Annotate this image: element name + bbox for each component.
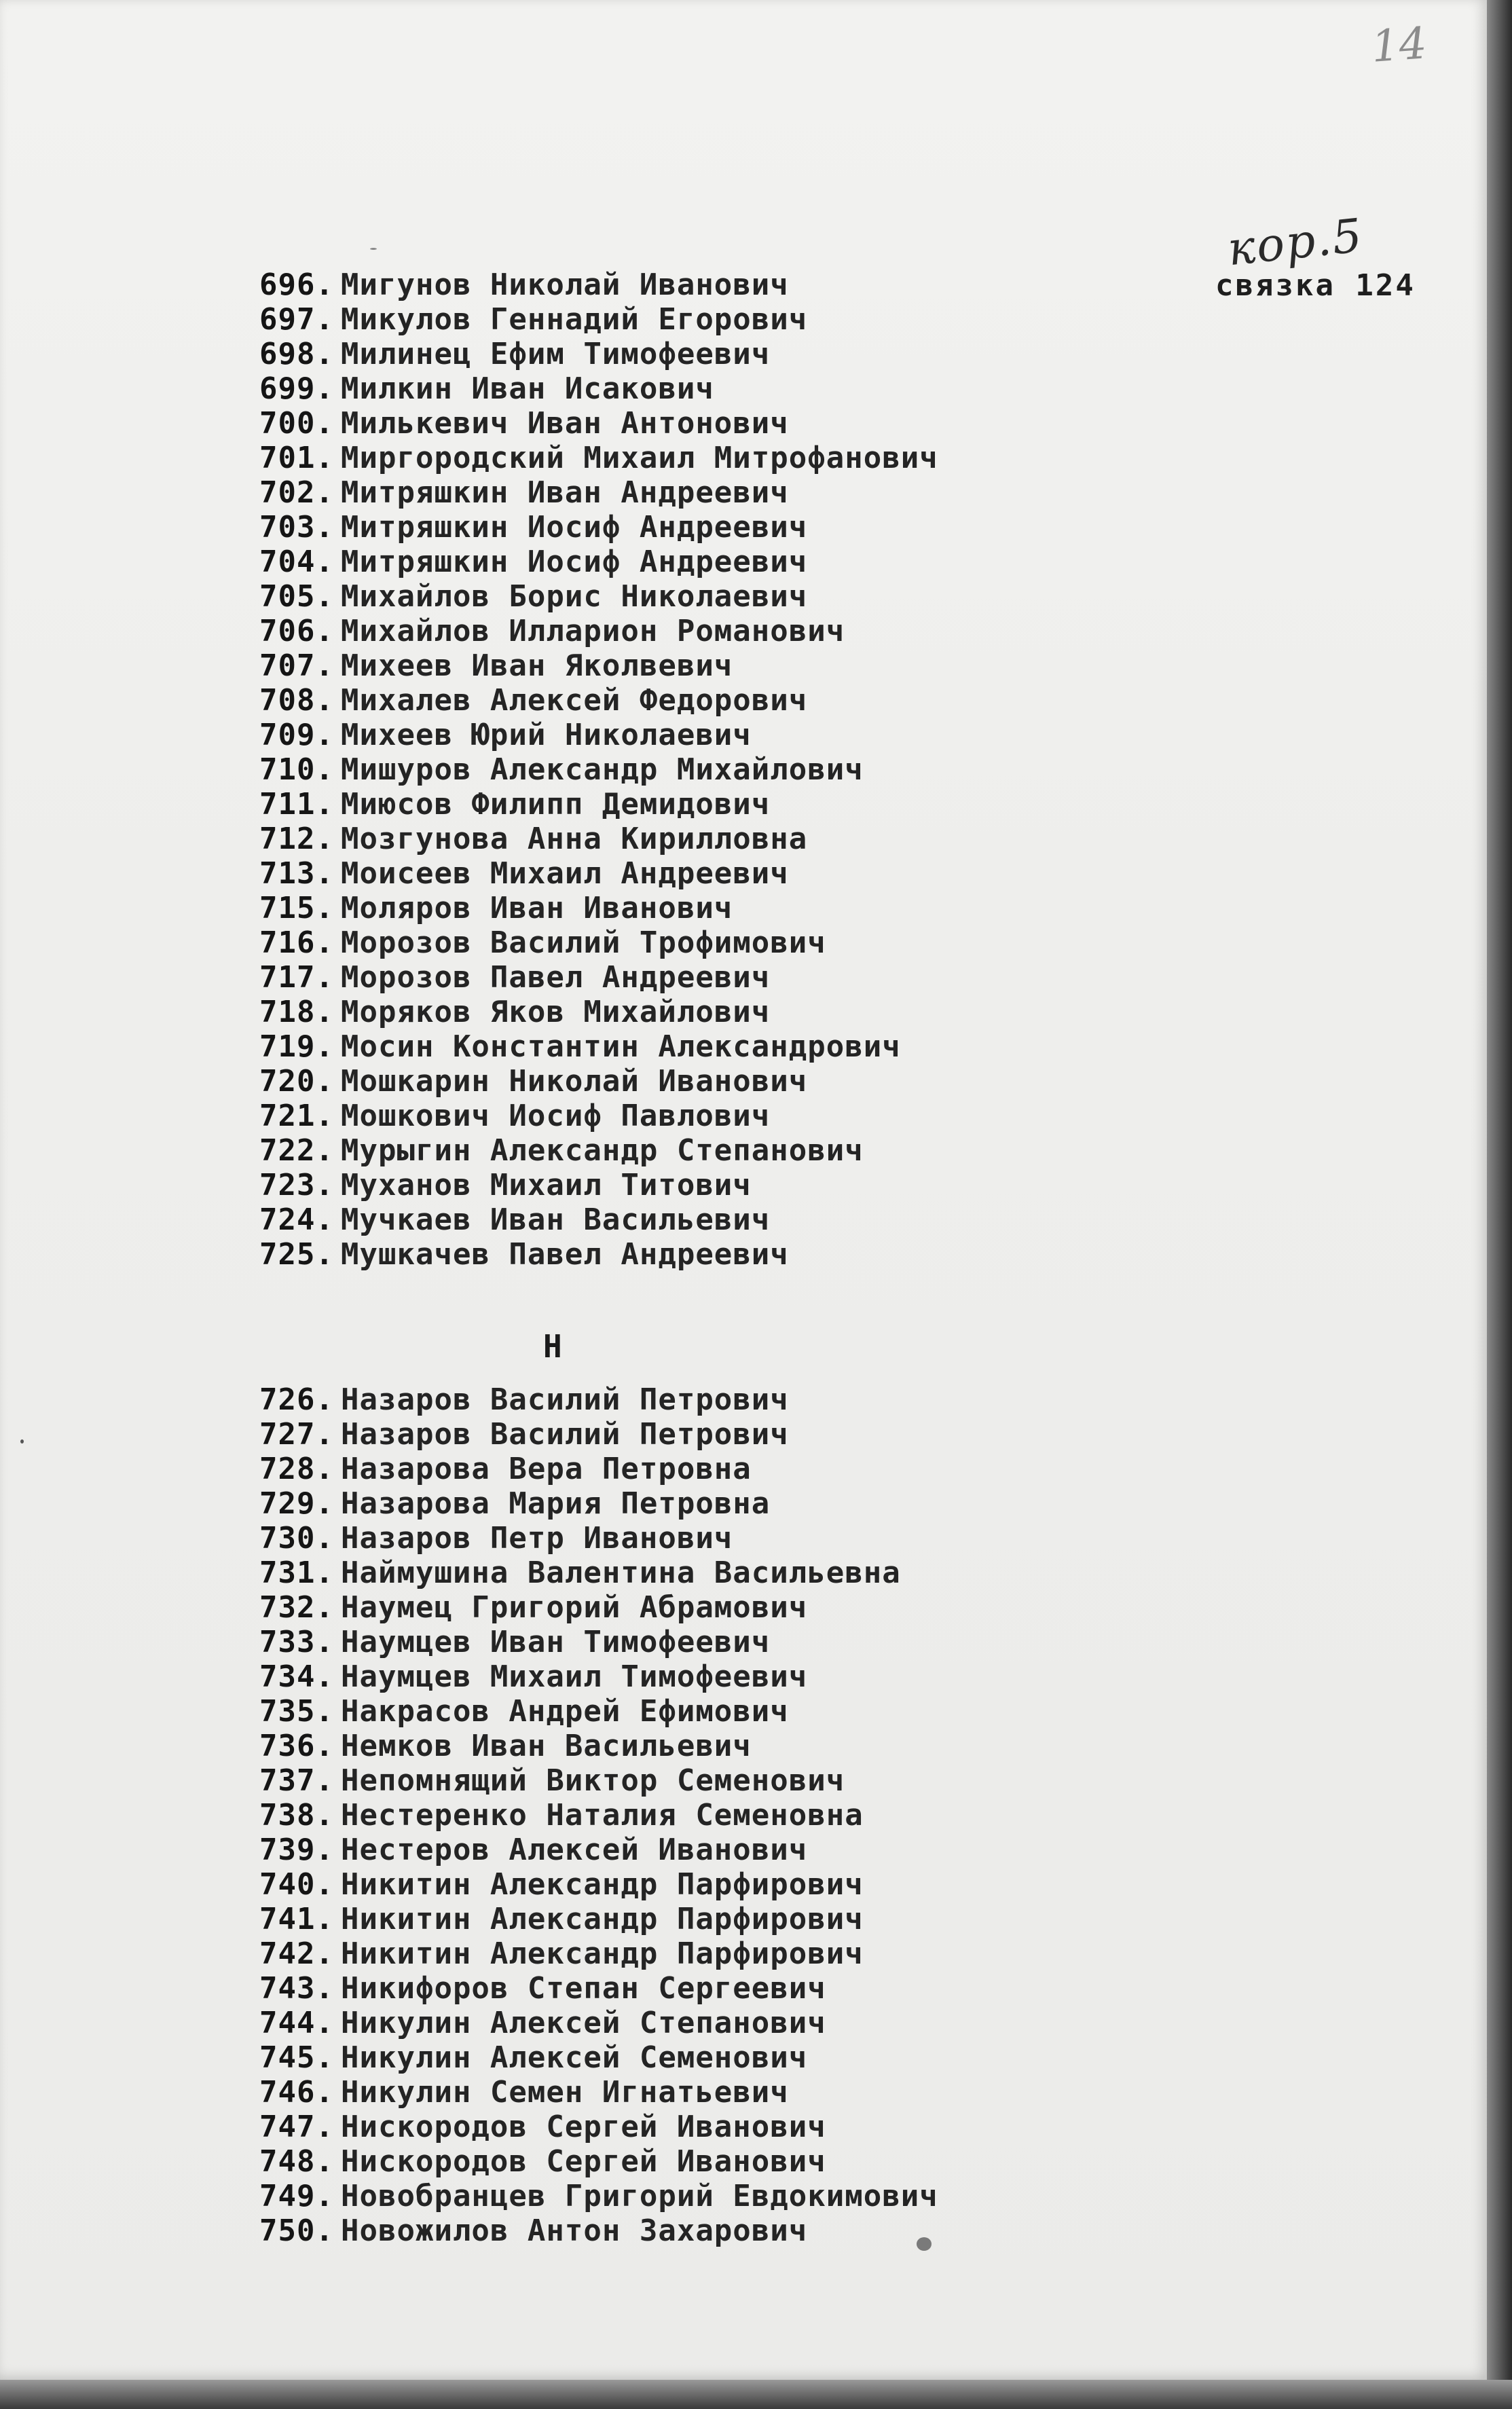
entry-full-name: Назаров Петр Иванович [341,1521,733,1556]
list-entry [217,1382,1100,1417]
entry-full-name: Моряков Яков Михайлович [341,995,771,1029]
list-entry [217,1417,1100,1452]
entry-full-name: Мошкович Иосиф Павлович [341,1099,771,1133]
folio-number: 14 [1369,18,1428,73]
entry-number: 735. [259,1694,334,1729]
list-entry [217,2144,1100,2179]
list-entry [217,441,1100,475]
entry-number: 703. [259,510,334,545]
entry-number: 712. [259,822,334,856]
entry-number: 700. [259,406,334,441]
entry-full-name: Милкин Иван Исакович [341,371,714,406]
entry-full-name: Морозов Павел Андреевич [341,960,771,995]
entry-full-name: Назарова Мария Петровна [341,1486,771,1521]
entry-full-name: Никитин Александр Парфирович [341,1902,864,1936]
entry-number: 730. [259,1521,334,1556]
entry-full-name: Никифоров Степан Сергеевич [341,1971,826,2006]
list-entry [217,1763,1100,1798]
list-entry [217,960,1100,995]
entry-full-name: Моисеев Михаил Андреевич [341,856,789,891]
entry-number: 713. [259,856,334,891]
entry-full-name: Милькевич Иван Антонович [341,406,789,441]
entry-full-name: Нестеров Алексей Иванович [341,1833,808,1867]
entry-full-name: Мишуров Александр Михайлович [341,752,864,787]
entry-number: 706. [259,614,334,648]
entry-full-name: Мучкаев Иван Васильевич [341,1202,771,1237]
entry-number: 738. [259,1798,334,1833]
entry-number: 716. [259,925,334,960]
list-entry [217,337,1100,371]
entry-number: 707. [259,648,334,683]
entry-full-name: Митряшкин Иосиф Андреевич [341,545,808,579]
entry-full-name: Новобранцев Григорий Евдокимович [341,2179,938,2213]
entry-number: 719. [259,1029,334,1064]
list-entry [217,1867,1100,1902]
list-entry [217,371,1100,406]
entry-full-name: Михеев Юрий Николаевич [341,718,752,752]
entry-full-name: Никитин Александр Парфирович [341,1936,864,1971]
list-entry [217,1486,1100,1521]
list-entry [217,2040,1100,2075]
box-mark-handwritten: кор.5 [1225,208,1366,277]
list-entry [217,1902,1100,1936]
ink-speck [370,248,377,250]
entry-full-name: Нискородов Сергей Иванович [341,2110,826,2144]
section-letter: Н [543,1328,562,1365]
entry-number: 721. [259,1099,334,1133]
entry-number: 749. [259,2179,334,2213]
entry-number: 699. [259,371,334,406]
list-entry [217,2213,1100,2248]
entry-full-name: Моляров Иван Иванович [341,891,733,925]
entry-full-name: Миргородский Михаил Митрофанович [341,441,938,475]
list-entry [217,268,1100,302]
entry-full-name: Миюсов Филипп Демидович [341,787,771,822]
list-entry [217,822,1100,856]
list-entry [217,1029,1100,1064]
entry-number: 701. [259,441,334,475]
entry-number: 732. [259,1590,334,1625]
entry-number: 729. [259,1486,334,1521]
list-entry [217,1168,1100,1202]
list-entry [217,1659,1100,1694]
entry-number: 697. [259,302,334,337]
entry-full-name: Наумец Григорий Абрамович [341,1590,808,1625]
entry-full-name: Митряшкин Иван Андреевич [341,475,789,510]
list-entry [217,718,1100,752]
entry-number: 744. [259,2006,334,2040]
entry-full-name: Наумцев Михаил Тимофеевич [341,1659,808,1694]
entry-number: 740. [259,1867,334,1902]
name-list-n [217,1382,1100,2248]
entry-number: 711. [259,787,334,822]
entry-full-name: Морозов Василий Трофимович [341,925,826,960]
entry-number: 722. [259,1133,334,1168]
entry-full-name: Митряшкин Иосиф Андреевич [341,510,808,545]
entry-number: 747. [259,2110,334,2144]
list-entry [217,1798,1100,1833]
list-entry [217,2179,1100,2213]
entry-number: 715. [259,891,334,925]
list-entry [217,995,1100,1029]
entry-full-name: Никитин Александр Парфирович [341,1867,864,1902]
entry-number: 725. [259,1237,334,1272]
list-entry [217,891,1100,925]
entry-number: 745. [259,2040,334,2075]
list-entry [217,475,1100,510]
entry-number: 723. [259,1168,334,1202]
entry-number: 709. [259,718,334,752]
list-entry [217,1064,1100,1099]
list-entry [217,614,1100,648]
list-entry [217,1202,1100,1237]
list-entry [217,1971,1100,2006]
entry-full-name: Мурыгин Александр Степанович [341,1133,864,1168]
entry-full-name: Мошкарин Николай Иванович [341,1064,808,1099]
entry-full-name: Мигунов Николай Иванович [341,268,789,302]
entry-full-name: Непомнящий Виктор Семенович [341,1763,845,1798]
list-entry [217,752,1100,787]
list-entry [217,787,1100,822]
entry-number: 737. [259,1763,334,1798]
entry-number: 698. [259,337,334,371]
list-entry [217,2006,1100,2040]
list-entry [217,545,1100,579]
list-entry [217,648,1100,683]
list-entry [217,1521,1100,1556]
entry-number: 710. [259,752,334,787]
entry-full-name: Микулов Геннадий Егорович [341,302,808,337]
entry-full-name: Назаров Василий Петрович [341,1382,789,1417]
entry-number: 720. [259,1064,334,1099]
list-entry [217,2110,1100,2144]
entry-full-name: Нестеренко Наталия Семеновна [341,1798,864,1833]
list-entry [217,1590,1100,1625]
entry-number: 718. [259,995,334,1029]
list-entry [217,1936,1100,1971]
list-entry [217,1099,1100,1133]
list-entry [217,406,1100,441]
scan-edge-bottom [0,2380,1512,2409]
list-entry [217,510,1100,545]
entry-full-name: Никулин Алексей Семенович [341,2040,808,2075]
entry-full-name: Муханов Михаил Титович [341,1168,752,1202]
entry-number: 696. [259,268,334,302]
entry-number: 741. [259,1902,334,1936]
entry-number: 724. [259,1202,334,1237]
entry-number: 739. [259,1833,334,1867]
bundle-label: связка 124 [1215,268,1416,303]
list-entry [217,856,1100,891]
entry-number: 734. [259,1659,334,1694]
entry-number: 727. [259,1417,334,1452]
entry-full-name: Никулин Семен Игнатьевич [341,2075,789,2110]
scan-edge-right [1487,0,1512,2409]
list-entry [217,1694,1100,1729]
entry-number: 748. [259,2144,334,2179]
entry-full-name: Милинец Ефим Тимофеевич [341,337,771,371]
list-entry [217,1237,1100,1272]
list-entry [217,579,1100,614]
list-entry [217,2075,1100,2110]
entry-full-name: Наумцев Иван Тимофеевич [341,1625,771,1659]
list-entry [217,1625,1100,1659]
entry-full-name: Наймушина Валентина Васильевна [341,1556,901,1590]
entry-full-name: Назаров Василий Петрович [341,1417,789,1452]
entry-full-name: Нискородов Сергей Иванович [341,2144,826,2179]
entry-full-name: Мозгунова Анна Кирилловна [341,822,808,856]
list-entry [217,925,1100,960]
list-entry [217,1133,1100,1168]
entry-number: 708. [259,683,334,718]
entry-number: 704. [259,545,334,579]
entry-full-name: Накрасов Андрей Ефимович [341,1694,789,1729]
ink-speck [20,1439,24,1443]
entry-full-name: Мосин Константин Александрович [341,1029,901,1064]
entry-full-name: Михайлов Борис Николаевич [341,579,808,614]
entry-full-name: Михеев Иван Яколвевич [341,648,733,683]
entry-full-name: Новожилов Антон Захарович [341,2213,808,2248]
list-entry [217,302,1100,337]
list-entry [217,1556,1100,1590]
list-entry [217,683,1100,718]
entry-number: 733. [259,1625,334,1659]
entry-number: 736. [259,1729,334,1763]
entry-full-name: Михайлов Илларион Романович [341,614,845,648]
entry-number: 746. [259,2075,334,2110]
list-entry [217,1833,1100,1867]
entry-full-name: Михалев Алексей Федорович [341,683,808,718]
entry-number: 717. [259,960,334,995]
entry-number: 742. [259,1936,334,1971]
ink-speck [917,2237,932,2251]
entry-full-name: Никулин Алексей Степанович [341,2006,826,2040]
entry-full-name: Немков Иван Васильевич [341,1729,752,1763]
list-entry [217,1729,1100,1763]
entry-full-name: Назарова Вера Петровна [341,1452,752,1486]
entry-number: 743. [259,1971,334,2006]
entry-number: 731. [259,1556,334,1590]
entry-number: 726. [259,1382,334,1417]
list-entry [217,1452,1100,1486]
entry-number: 728. [259,1452,334,1486]
entry-full-name: Мушкачев Павел Андреевич [341,1237,789,1272]
entry-number: 705. [259,579,334,614]
entry-number: 702. [259,475,334,510]
name-list-m [217,268,1100,1272]
entry-number: 750. [259,2213,334,2248]
